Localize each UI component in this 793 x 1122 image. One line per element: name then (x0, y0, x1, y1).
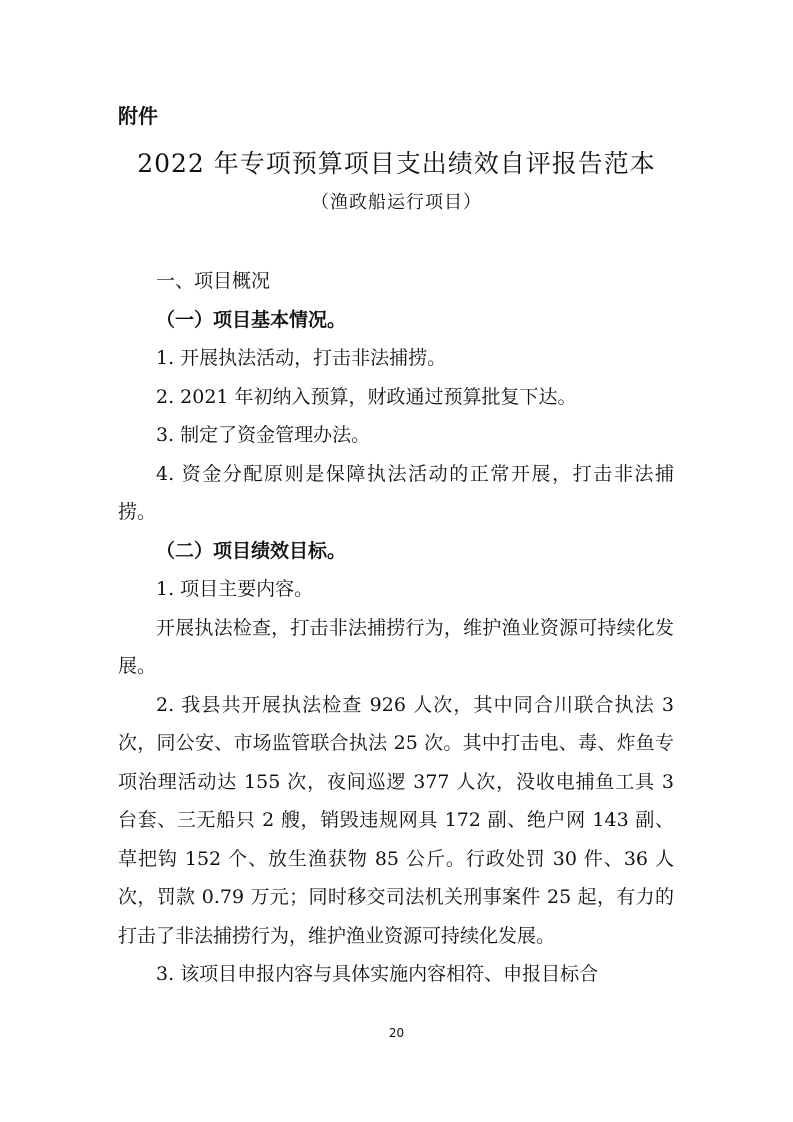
paragraph: 1. 开展执法活动，打击非法捕捞。 (156, 347, 447, 369)
subsection-heading-basic-info: （一）项目基本情况。 (156, 308, 347, 331)
paragraph: 3. 该项目申报内容与具体实施内容相符、申报目标合 (156, 963, 599, 985)
document-subtitle: （渔政船运行项目） (311, 192, 482, 213)
subsection-heading-performance-goals: （二）项目绩效目标。 (156, 539, 347, 562)
paragraph: 1. 项目主要内容。 (156, 578, 314, 600)
paragraph: 4. 资金分配原则是保障执法活动的正常开展，打击非法捕捞。 (118, 462, 674, 523)
document-title: 2022 年专项预算项目支出绩效自评报告范本 (137, 149, 656, 178)
paragraph: 3. 制定了资金管理办法。 (156, 424, 371, 446)
paragraph: 2. 2021 年初纳入预算，财政通过预算批复下达。 (156, 385, 577, 408)
page-number: 20 (388, 1026, 405, 1040)
document-body (118, 262, 674, 994)
paragraph: 2. 我县共开展执法检查 926 人次，其中同合川联合执法 3 次，同公安、市场监管联合执法 25 次。其中打击电、毒、炸鱼专项治理活动达 155 次，夜间巡逻 377 人次，没收电捕鱼工具 3 台套、三无船只 2 艘，销毁违规网具 172 副、绝户网 143 副、草把钩 152 个、放生渔获物 85 公斤。行政处罚 30 件、36 人次，罚款 0.79 万元；同时移交司法机关刑事案件 25 起，有力的打击了非法捕捞行为，维护渔业资源可持续化发展。 (118, 693, 674, 947)
section-heading-overview: 一、项目概况 (156, 270, 271, 292)
attachment-label: 附件 (118, 104, 158, 128)
paragraph: 开展执法检查，打击非法捕捞行为，维护渔业资源可持续化发展。 (118, 616, 674, 677)
